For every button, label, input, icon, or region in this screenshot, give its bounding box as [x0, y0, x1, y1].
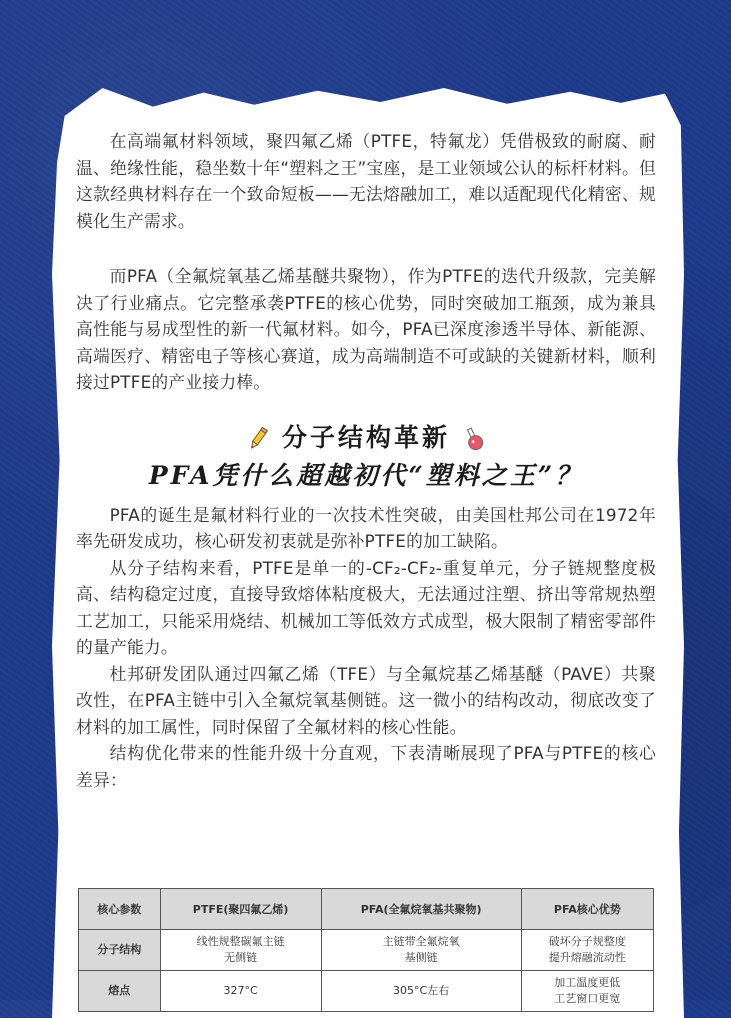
section-paragraph-2: 从分子结构来看，PTFE是单一的-CF₂-CF₂-重复单元，分子链规整度极高、结构稳定过度，直接导致熔体粘度极大，无法通过注塑、挤出等常规热塑工艺加工，只能采用烧结、机械加工等低效方式成型，极大限制了精密零部件的量产能力。 [76, 557, 656, 657]
section-paragraph-4: 结构优化带来的性能升级十分直观，下表清晰展现了PFA与PTFE的核心差异： [76, 743, 656, 790]
intro-paragraph-2: 而PFA（全氟烷氧基乙烯基醚共聚物），作为PTFE的迭代升级款，完美解决了行业痛点。它完整承袭PTFE的核心优势，同时突破加工瓶颈，成为兼具高性能与易成型性的新一代氟材料。如今，PFA已深度渗透半导体、新能源、高端医疗、精密电子等核心赛道，成为高端制造不可或缺的关键新材料，顺利接过PTFE的产业接力棒。 [76, 266, 656, 392]
table-header: PFA核心优势 [521, 889, 653, 930]
pencil-icon [246, 426, 270, 452]
table-cell: 熔点 [79, 971, 161, 1012]
table-header: PFA(全氟烷氧基共聚物) [321, 889, 521, 930]
table-cell: 305°C左右 [321, 971, 521, 1012]
table-cell: 主链带全氟烷氧 基侧链 [321, 930, 521, 971]
section-paragraph-3: 杜邦研发团队通过四氟乙烯（TFE）与全氟烷基乙烯基醚（PAVE）共聚改性，在PFA主链中引入全氟烷氧基侧链。这一微小的结构改动，彻底改变了材料的加工属性，同时保留了全氟材料的核心性能。 [76, 663, 656, 737]
table-header-row [79, 889, 654, 930]
table-row [79, 930, 654, 971]
table-cell: 破坏分子规整度 提升熔融流动性 [521, 930, 653, 971]
table-header: PTFE(聚四氟乙烯) [160, 889, 321, 930]
intro-paragraph-1: 在高端氟材料领域，聚四氟乙烯（PTFE，特氟龙）凭借极致的耐腐、耐温、绝缘性能，稳坐数十年“塑料之王”宝座，是工业领域公认的标杆材料。但这款经典材料存在一个致命短板——无法熔融加工，难以适配现代化精密、规模化生产需求。 [76, 131, 656, 231]
table-cell: 327°C [160, 971, 321, 1012]
section-title-line1: 分子结构革新 [281, 422, 450, 452]
table-header: 核心参数 [79, 889, 161, 930]
section-paragraph-1: PFA的诞生是氟材料行业的一次技术性突破，由美国杜邦公司在1972年率先研发成功，核心研发初衷就是弥补PTFE的加工缺陷。 [76, 504, 656, 551]
section-title-line2: PFA凭什么超越初代“塑料之王”？ [148, 460, 584, 490]
comparison-table [78, 888, 654, 1012]
table-cell: 分子结构 [79, 930, 161, 971]
table-row [79, 971, 654, 1012]
section-body [76, 502, 656, 794]
table-cell: 线性规整碳氟主链 无侧链 [160, 930, 321, 971]
flask-icon [462, 426, 486, 452]
article [76, 128, 656, 793]
table-cell: 加工温度更低 工艺窗口更宽 [521, 971, 653, 1012]
section-title [76, 420, 656, 496]
